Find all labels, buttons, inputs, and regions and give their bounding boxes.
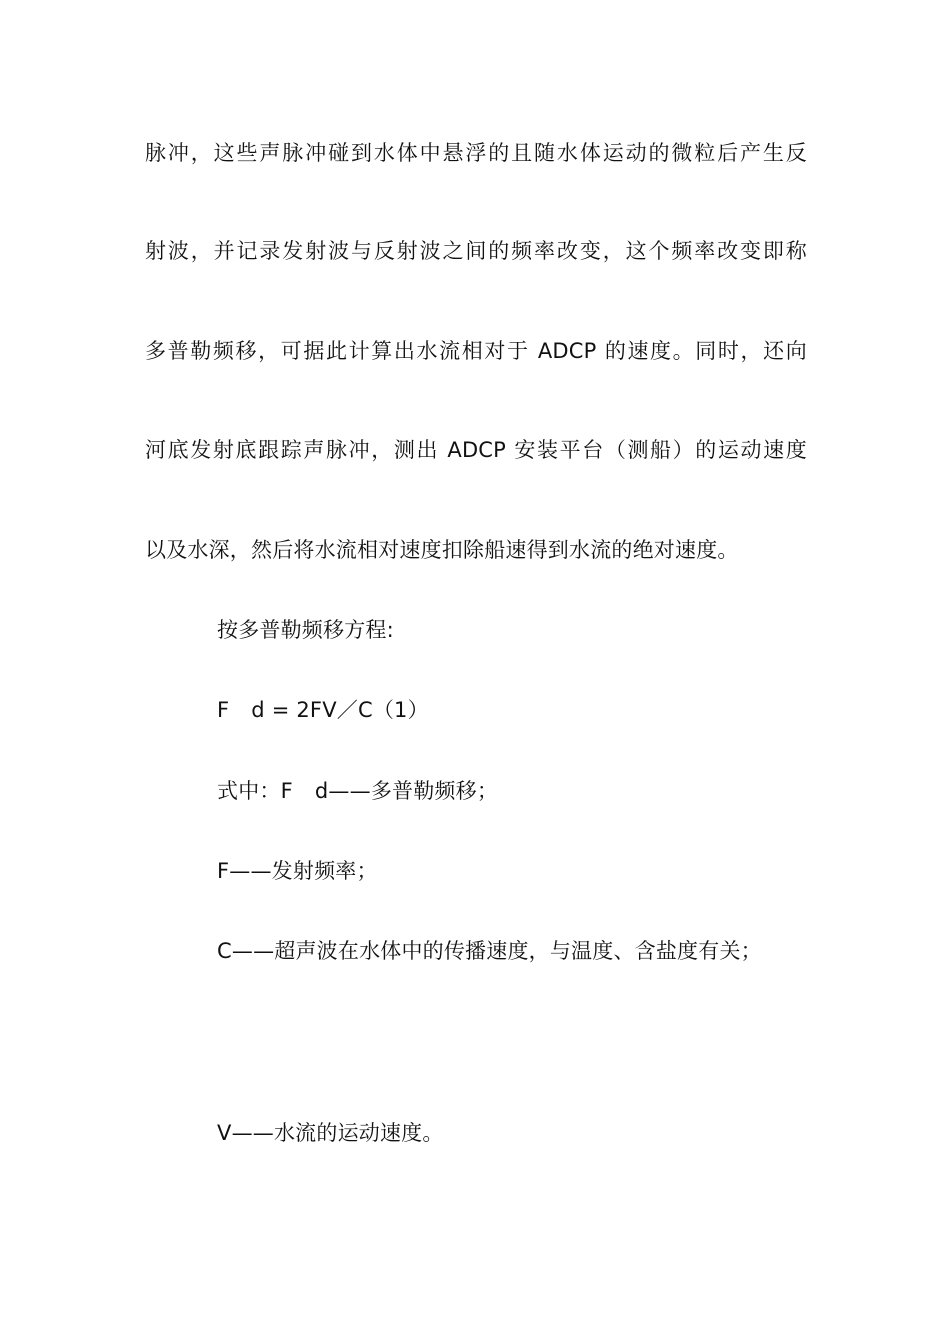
definition-fd-text: ——多普勒频移； bbox=[328, 779, 499, 803]
definition-v: V——水流的运动速度。 bbox=[217, 1121, 444, 1145]
equation-lhs-symbol: F bbox=[217, 698, 230, 722]
doppler-equation bbox=[217, 695, 429, 725]
definition-f: F——发射频率； bbox=[217, 859, 378, 883]
definition-fd-symbol: F bbox=[280, 779, 293, 803]
paragraph-line-1: 脉冲，这些声脉冲碰到水体中悬浮的且随水体运动的微粒后产生反 bbox=[145, 141, 807, 165]
paragraph-line-3: 多普勒频移，可据此计算出水流相对于 ADCP 的速度。同时，还向 bbox=[145, 339, 807, 363]
equation-rhs: = 2FV／C（1） bbox=[271, 698, 429, 722]
definition-fd-subscript: d bbox=[314, 779, 329, 803]
equation-intro: 按多普勒频移方程: bbox=[217, 618, 394, 642]
paragraph-line-4: 河底发射底跟踪声脉冲，测出 ADCP 安装平台（测船）的运动速度 bbox=[145, 438, 807, 462]
paragraph-line-2: 射波，并记录发射波与反射波之间的频率改变，这个频率改变即称 bbox=[145, 239, 807, 263]
definition-c: C——超声波在水体中的传播速度，与温度、含盐度有关； bbox=[217, 939, 762, 963]
paragraph-line-5: 以及水深，然后将水流相对速度扣除船速得到水流的绝对速度。 bbox=[145, 538, 739, 562]
equation-lhs-subscript: d bbox=[251, 698, 265, 722]
definition-fd bbox=[217, 776, 498, 806]
definition-prefix: 式中： bbox=[217, 779, 281, 803]
